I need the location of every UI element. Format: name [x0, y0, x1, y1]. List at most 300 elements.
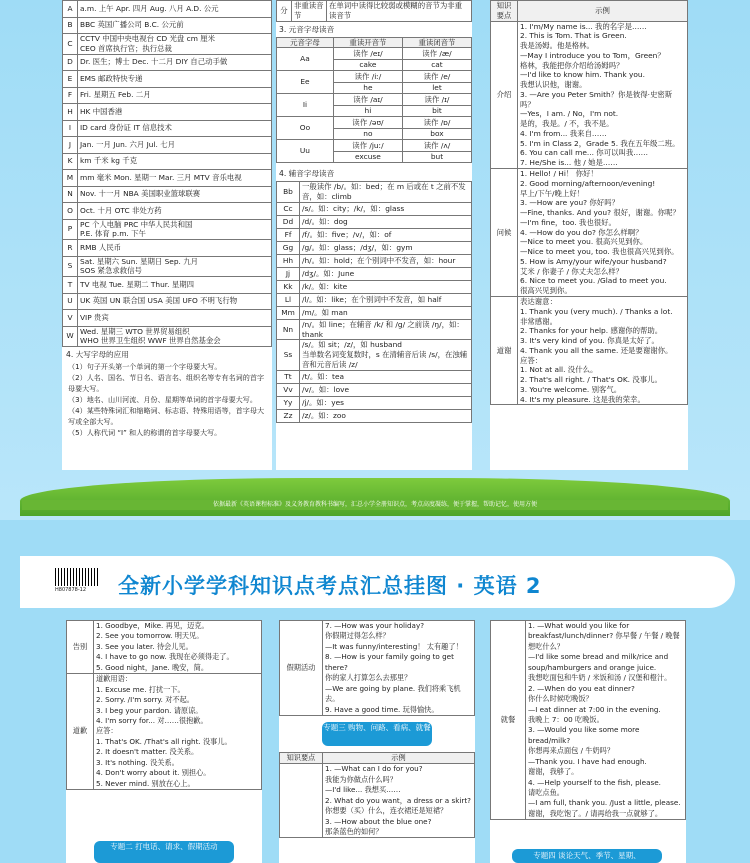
dialogue-label: 介绍	[491, 21, 518, 168]
vowel-closed-example: cat	[402, 59, 471, 71]
example-line: 2. Sorry. /I'm sorry. 对不起。	[96, 695, 194, 705]
example-line: 非常感谢。	[520, 316, 557, 326]
vowel-open-example: he	[333, 82, 402, 94]
vowel-closed-example: let	[402, 82, 471, 94]
vowel-row	[277, 94, 472, 106]
example-line: 1. Not at all. 没什么。	[520, 365, 598, 375]
example-line: 6. You can call me... 你可以叫我……	[520, 148, 649, 158]
example-line: 3. —How about the blue one?	[325, 816, 432, 826]
dialogue-sheet	[490, 0, 688, 470]
consonant-line: /v/。如：love	[302, 384, 350, 394]
example-line: 那条蓝色的如何？	[325, 827, 383, 836]
capital-para: （2）人名、国名、节日名、语言名、组织名等专有名词的首字母要大写。	[68, 373, 265, 393]
consonant-letter: Ff	[277, 228, 300, 241]
example-line: 我想吃面包和牛奶 / 米饭和汤 / 汉堡和橙汁。	[528, 673, 672, 683]
example-line: 1. Goodbye，Mike. 再见，迈克。	[96, 621, 209, 630]
abbrev-text	[78, 293, 272, 310]
abbrev-line: mm 毫米 Mon. 星期一 Mar. 三月 MTV 音乐电视	[80, 172, 242, 182]
example-line: 4. —How do you do? 你怎么样啊？	[520, 227, 643, 237]
consonant-text	[300, 370, 472, 383]
syllable-sub: 非重读音节	[292, 1, 327, 22]
example-line: —Nice to meet you, too. 我也很高兴见到你。	[520, 247, 679, 257]
example-line: 1. Hello! / Hi！ 你好！	[520, 169, 598, 179]
consonant-line: /s/。如 sit；/z/，如 husband	[302, 340, 402, 350]
abbrev-letter: W	[63, 326, 78, 347]
abbrev-text	[78, 120, 272, 137]
consonant-letter: Ll	[277, 293, 300, 306]
example-line: 你的家人打算怎么去那里？	[325, 673, 412, 683]
abbrev-line: HK 中国香港	[80, 106, 123, 116]
abbrev-text	[78, 71, 272, 88]
abbrev-line: a.m. 上午 Apr. 四月 Aug. 八月 A.D. 公元	[80, 3, 219, 13]
example-line: 2. Thanks for your help. 感谢你的帮助。	[520, 326, 663, 336]
abbrev-line: Oct. 十月 OTC 非处方药	[80, 205, 162, 215]
vowel-letter: Ee	[277, 71, 334, 94]
example-line: 2. Good morning/afternoon/evening!	[520, 178, 656, 188]
vowel-head: 元音字母	[277, 37, 334, 48]
topic-row	[67, 674, 262, 790]
example-line: 应答：	[520, 355, 543, 365]
example-line: 1. —What can I do for you?	[325, 764, 423, 774]
abbrev-row	[63, 326, 272, 347]
consonant-text	[300, 383, 472, 396]
abbrev-text	[78, 17, 272, 34]
topic-label: 就餐	[491, 621, 526, 820]
abbrev-line: UK 英国 UN 联合国 USA 美国 UFO 不明飞行物	[80, 296, 238, 306]
vowel-open-example: no	[333, 128, 402, 140]
abbrev-line: Fri. 星期五 Feb. 二月	[80, 90, 151, 100]
consonant-line: /t/。如：tea	[302, 371, 345, 381]
consonant-row	[277, 409, 472, 422]
example-line: 4. Thank you all the same. 还是要谢谢你。	[520, 345, 673, 355]
abbrev-text	[78, 310, 272, 327]
example-line: 我是汤姆。他是格林。	[520, 41, 594, 51]
abbrev-row	[63, 54, 272, 71]
shopping-head: 示例	[323, 752, 475, 763]
abbrev-letter: O	[63, 203, 78, 220]
abbrev-line: CEO 首席执行官；执行总裁	[80, 43, 172, 53]
example-line: 4. Don't worry about it. 别担心。	[96, 768, 211, 778]
dialogue-row	[491, 169, 688, 297]
capital-title: 4. 大写字母的应用	[66, 350, 129, 360]
dining-table	[490, 620, 686, 820]
abbrev-text	[78, 219, 272, 240]
consonant-text	[300, 280, 472, 293]
dialogue-table	[490, 0, 688, 405]
example-line: 道歉用语：	[96, 674, 132, 684]
capital-para: （3）地名、山川河流、月份、星期等单词的首字母要大写。	[68, 394, 257, 404]
example-line: 2. —When do you eat dinner?	[528, 683, 635, 693]
consonant-row	[277, 293, 472, 306]
example-line: 2. This is Tom. That is Green.	[520, 31, 627, 41]
abbrev-row	[63, 153, 272, 170]
consonant-text	[300, 228, 472, 241]
abbrev-letter: U	[63, 293, 78, 310]
example-line: —I eat dinner at 7:00 in the evening.	[528, 704, 661, 714]
dialogue-examples	[518, 169, 688, 297]
vowel-row	[277, 71, 472, 83]
abbrev-letter: A	[63, 1, 78, 18]
dialogue-label: 问候	[491, 169, 518, 297]
farewell-table	[66, 620, 262, 790]
example-line: 我晚上 7：00 吃晚饭。	[528, 714, 604, 724]
vowel-open-sound: 读作 /əʊ/	[333, 117, 402, 129]
abbrev-line: SOS 紧急求救信号	[80, 266, 142, 276]
consonant-table	[276, 181, 472, 422]
dialogue-head-row	[491, 1, 688, 22]
abbrev-text	[78, 203, 272, 220]
abbrev-row	[63, 203, 272, 220]
consonant-letter: Mm	[277, 306, 300, 319]
example-line: 应答：	[96, 726, 118, 736]
example-line: 2. What do you want，a dress or a skirt?	[325, 795, 471, 805]
farewell-sheet	[66, 620, 262, 863]
consonant-row	[277, 182, 472, 203]
vowel-head: 重读闭音节	[402, 37, 471, 48]
consonant-row	[277, 267, 472, 280]
abbrev-letter: F	[63, 87, 78, 104]
abbrev-line: Nov. 十一月 NBA 美国职业篮球联赛	[80, 189, 201, 199]
abbrev-line: Dr. 医生；博士 Dec. 十二月 DIY 自己动手做	[80, 57, 228, 67]
abbrev-row	[63, 17, 272, 34]
example-line: 你什么时候吃晚饭？	[528, 694, 593, 704]
capital-para: （4）某些特殊词汇和缩略词、标志语、特殊用语等，首字母大写或全部大写。	[68, 406, 265, 426]
abbrev-letter: D	[63, 54, 78, 71]
consonant-line: /j/。如：yes	[302, 397, 344, 407]
abbrev-text	[78, 153, 272, 170]
vowel-open-sound: 读作 /iː/	[333, 71, 402, 83]
holiday-sheet	[279, 620, 475, 863]
vowel-head-row	[277, 37, 472, 48]
example-line: 1. I'm/My name is... 我的名字是……	[520, 21, 647, 31]
abbrev-letter: P	[63, 219, 78, 240]
capital-para: （1）句子开头第一个单词的第一个字母要大写。	[68, 362, 222, 372]
consonant-row	[277, 370, 472, 383]
example-line: 7. He/She is... 他 / 她是……	[520, 158, 618, 168]
phonics-sheet	[276, 0, 472, 470]
abbrev-text	[78, 104, 272, 121]
abbrev-text	[78, 170, 272, 187]
example-line: 8. —How is your family going to get there?	[325, 652, 454, 672]
example-line: 我想认识他，谢谢。	[520, 80, 587, 90]
example-line: 1. Excuse me. 打扰一下。	[96, 684, 185, 694]
vowel-letter: Aa	[277, 48, 334, 71]
example-line: —Thank you. I have had enough.	[528, 756, 647, 766]
abbrev-row	[63, 104, 272, 121]
vowel-row	[277, 140, 472, 152]
consonant-row	[277, 202, 472, 215]
abbrev-line: WHO 世界卫生组织 WWF 世界自然基金会	[80, 336, 221, 346]
example-line: 你假期过得怎么样？	[325, 631, 390, 641]
abbrev-row	[63, 170, 272, 187]
consonant-text	[300, 182, 472, 203]
example-line: 你想再来点面包 / 牛奶吗？	[528, 746, 615, 756]
consonant-letter: Tt	[277, 370, 300, 383]
vowel-letter: Oo	[277, 117, 334, 140]
consonant-row	[277, 254, 472, 267]
consonant-line: /l/。如：like；在个别词中不发音，如 half	[302, 294, 442, 304]
consonant-line: /k/。如：kite	[302, 281, 348, 291]
example-line: 2. See you tomorrow. 明天见。	[96, 631, 204, 641]
example-line: —May I introduce you to Tom，Green？	[520, 50, 665, 60]
example-line: 3. —Would you like some more bread/milk?	[528, 725, 640, 745]
consonant-text	[300, 215, 472, 228]
topic-label: 假期活动	[280, 621, 323, 716]
abbrev-line: CCTV 中国中央电视台 CD 光盘 cm 厘米	[80, 34, 216, 43]
abbrev-line: TV 电视 Tue. 星期二 Thur. 星期四	[80, 279, 195, 289]
holiday-table	[279, 620, 475, 716]
abbrev-line: ID card 身份证 IT 信息技术	[80, 123, 172, 133]
consonant-line: /dʒ/。如：June	[302, 268, 355, 278]
example-line: —I'm fine，too. 我也很好。	[520, 217, 616, 227]
topic-two-tag: 专题二 打电话、请求、假期活动	[94, 841, 234, 863]
dialogue-row	[491, 21, 688, 168]
abbrev-letter: C	[63, 34, 78, 55]
abbrev-text	[78, 1, 272, 18]
example-line: 请吃点鱼。	[528, 788, 564, 797]
abbrev-letter: R	[63, 240, 78, 257]
syllable-text: 在单词中读得比较弱或模糊的音节为非重读音节	[327, 1, 472, 22]
topic-label-empty	[280, 764, 323, 838]
vowel-open-example: hi	[333, 105, 402, 117]
dialogue-row	[491, 296, 688, 404]
example-line: —I'd like... 我想买……	[325, 785, 401, 795]
abbrev-row	[63, 34, 272, 55]
topic-four-tag: 专题四 谈论天气、季节、星期、	[512, 849, 662, 863]
example-line: 艾米 / 你妻子 / 你丈夫怎么样？	[520, 266, 624, 276]
example-line: 你想要（买）什么，连衣裙还是短裙？	[325, 806, 448, 816]
consonant-row	[277, 280, 472, 293]
abbrev-row	[63, 256, 272, 277]
vowel-closed-sound: 读作 /ɒ/	[402, 117, 471, 129]
abbrev-row	[63, 137, 272, 154]
consonant-letter: Ss	[277, 340, 300, 370]
consonant-text	[300, 306, 472, 319]
consonant-row	[277, 228, 472, 241]
consonant-text	[300, 293, 472, 306]
consonant-letter: Bb	[277, 182, 300, 203]
example-line: 早上/下午/晚上好！	[520, 188, 585, 198]
vowel-open-sound: 读作 /aɪ/	[333, 94, 402, 106]
example-line: 4. I'm sorry for... 对……很抱歉。	[96, 715, 208, 725]
example-line: 3. It's nothing. 没关系。	[96, 757, 179, 767]
topic-examples	[323, 764, 475, 838]
topic-examples	[94, 621, 262, 674]
vowel-table	[276, 37, 472, 164]
consonant-text	[300, 319, 472, 340]
example-line: 1. Thank you (very much). / Thanks a lot.	[520, 306, 673, 316]
abbrev-text	[78, 256, 272, 277]
consonant-row	[277, 396, 472, 409]
consonant-line: /d/。如：dog	[302, 216, 348, 226]
abbrev-row	[63, 87, 272, 104]
example-line: 5. Good night，Jane. 晚安，简。	[96, 662, 209, 672]
abbrev-line: VIP 贵宾	[80, 312, 109, 322]
example-line: —Fine, thanks. And you? 很好，谢谢。你呢？	[520, 208, 680, 218]
abbrev-letter: B	[63, 17, 78, 34]
example-line: 5. How is Amy/your wife/your husband?	[520, 256, 667, 266]
abbrev-text	[78, 87, 272, 104]
abbrev-letter: M	[63, 170, 78, 187]
consonant-text	[300, 254, 472, 267]
abbrev-letter: J	[63, 137, 78, 154]
dialogue-head: 示例	[518, 1, 688, 22]
abbrev-letter: S	[63, 256, 78, 277]
example-line: —I'd like some bread and milk/rice and soup/hamburgers and orange juice.	[528, 652, 669, 672]
consonant-row	[277, 241, 472, 254]
dialogue-examples	[518, 21, 688, 168]
abbrev-line: PC 个人电脑 PRC 中华人民共和国	[80, 219, 193, 229]
barcode-text: H807878-12	[55, 587, 87, 593]
consonant-text	[300, 340, 472, 370]
example-line: 3. It's very kind of you. 你真是太好了。	[520, 336, 659, 346]
consonant-text	[300, 409, 472, 422]
vowel-head: 重读开音节	[333, 37, 402, 48]
capital-para: （5）人称代词 “I” 和人的称谓的首字母要大写。	[68, 427, 222, 437]
vowel-open-example: cake	[333, 59, 402, 71]
example-line: 3. —How are you? 你好吗？	[520, 198, 619, 208]
vowel-closed-example: but	[402, 151, 471, 163]
example-line: 4. It's my pleasure. 这是我的荣幸。	[520, 394, 645, 404]
topic-label: 道歉	[67, 674, 94, 790]
consonant-letter: Yy	[277, 396, 300, 409]
example-line: 格林，我能把你介绍给汤姆吗？	[520, 60, 624, 70]
consonant-line: /m/。如 man	[302, 307, 348, 317]
example-line: 5. Never mind. 别放在心上。	[96, 778, 195, 788]
consonant-line: /n/。如 line；在辅音 /k/ 和 /g/ 之前读 /ŋ/，如：thank	[302, 319, 464, 339]
vowel-closed-example: bit	[402, 105, 471, 117]
abbrev-text	[78, 34, 272, 55]
example-line: 6. Nice to meet you. /Glad to meet you.	[520, 276, 667, 286]
consonant-letter: Cc	[277, 202, 300, 215]
abbrev-row	[63, 186, 272, 203]
vowel-letter: Ii	[277, 94, 334, 117]
example-line: 4. I have to go now. 我现在必须得走了。	[96, 652, 234, 662]
example-line: —I'd like to know him. Thank you.	[520, 70, 645, 80]
example-line: 谢谢，我吃饱了。/ 请再给我一点就够了。	[528, 808, 663, 818]
shopping-head: 知识要点	[280, 752, 323, 763]
abbrev-text	[78, 137, 272, 154]
example-line: —Nice to meet you. 很高兴见到你。	[520, 237, 648, 247]
consonant-text	[300, 241, 472, 254]
example-line: 3. You're welcome. 别客气。	[520, 384, 622, 394]
consonant-line: /g/。如：glass；/dʒ/，如：gym	[302, 242, 413, 252]
example-line: —Yes，I am. / No，I'm not.	[520, 109, 619, 119]
consonant-row	[277, 319, 472, 340]
consonant-line: /s/。如：city；/k/，如：glass	[302, 203, 405, 213]
abbrev-row	[63, 120, 272, 137]
example-line: 我能为你做点什么吗？	[325, 774, 397, 784]
syllable-table	[276, 0, 472, 22]
abbrev-letter: I	[63, 120, 78, 137]
example-line: 谢谢，我够了。	[528, 767, 579, 777]
example-line: 1. That's OK. /That's all right. 没事儿。	[96, 736, 232, 746]
consonant-row	[277, 340, 472, 370]
shopping-head-row	[280, 752, 475, 763]
vowel-closed-sound: 读作 /ʌ/	[402, 140, 471, 152]
abbrev-line: RMB 人民币	[80, 242, 122, 252]
consonant-letter: Vv	[277, 383, 300, 396]
vowel-open-sound: 读作 /eɪ/	[333, 48, 402, 60]
topic-three-tag: 专题三 购物、问路、看病、就餐	[322, 722, 432, 746]
consonant-text	[300, 267, 472, 280]
dialogue-label: 道谢	[491, 296, 518, 404]
topic-row	[67, 621, 262, 674]
consonant-line: /f/。如：five；/v/，如：of	[302, 229, 392, 239]
example-line: —I am full, thank you. /Just a little, please.	[528, 798, 681, 808]
abbrev-text	[78, 54, 272, 71]
abbrev-line: Sat. 星期六 Sun. 星期日 Sep. 九月	[80, 256, 199, 266]
abbrev-letter: K	[63, 153, 78, 170]
example-line: 3. —Are you Peter Smith？你是彼得·史密斯吗？	[520, 89, 673, 109]
example-line: 7. —How was your holiday?	[325, 621, 425, 630]
vowel-closed-sound: 读作 /ɪ/	[402, 94, 471, 106]
abbrev-row	[63, 277, 272, 294]
consonant-line: /h/。如：hold；在个别词中不发音，如：hour	[302, 255, 456, 265]
dialogue-examples	[518, 296, 688, 404]
abbrev-line: P.E. 体育 p.m. 下午	[80, 229, 146, 239]
example-line: —It was funny/interesting！ 太有趣了！	[325, 641, 463, 651]
barcode-icon	[55, 568, 99, 586]
topic-row	[280, 621, 475, 716]
consonant-line: 当单数名词变复数时，s 在清辅音后读 /s/，在浊辅音和元音后读 /z/	[302, 350, 468, 369]
topic-label: 告别	[67, 621, 94, 674]
vowel-closed-sound: 读作 /e/	[402, 71, 471, 83]
example-line: 4. —Help yourself to the fish, please.	[528, 777, 661, 787]
abbrev-letter: V	[63, 310, 78, 327]
consonant-row	[277, 306, 472, 319]
example-line: —We are going by plane. 我们将乘飞机去。	[325, 683, 461, 704]
abbrev-row	[63, 71, 272, 88]
consonant-letter: Dd	[277, 215, 300, 228]
consonant-letter: Kk	[277, 280, 300, 293]
abbrev-text	[78, 186, 272, 203]
abbrev-row	[63, 1, 272, 18]
topic-row	[280, 764, 475, 838]
abbrev-text	[78, 326, 272, 347]
example-line: 是的，我是。/ 不，我不是。	[520, 119, 614, 129]
abbrev-row	[63, 240, 272, 257]
consonant-letter: Nn	[277, 319, 300, 340]
consonant-title: 4. 辅音字母读音	[279, 169, 335, 179]
abbrev-letter: E	[63, 71, 78, 88]
dialogue-head: 知识要点	[491, 1, 518, 22]
consonant-row	[277, 383, 472, 396]
abbrev-row	[63, 310, 272, 327]
abbrev-row	[63, 219, 272, 240]
example-line: 表达谢意：	[520, 296, 557, 306]
consonant-line: /z/。如：zoo	[302, 410, 346, 420]
abbrev-text	[78, 240, 272, 257]
grass-decoration	[20, 478, 730, 516]
consonant-letter: Jj	[277, 267, 300, 280]
abbrev-line: Wed. 星期三 WTO 世界贸易组织	[80, 326, 190, 336]
vowel-row	[277, 117, 472, 129]
abbrev-letter: H	[63, 104, 78, 121]
footer-note: 依据最新《英语课程标准》及义务教育教科书编写，汇总小学全册知识点，考点高度凝练，便于掌握，帮助记忆，使用方便	[22, 500, 728, 510]
abbrev-sheet	[62, 0, 272, 470]
consonant-letter: Gg	[277, 241, 300, 254]
topic-examples	[323, 621, 475, 716]
example-line: 4. I'm from... 我来自……	[520, 128, 607, 138]
example-line: 3. I beg your pardon. 请原谅。	[96, 705, 203, 715]
consonant-row	[277, 215, 472, 228]
vowel-closed-sound: 读作 /æ/	[402, 48, 471, 60]
example-line: 2. That's all right. / That's OK. 没事儿。	[520, 375, 662, 385]
topic-examples	[94, 674, 262, 790]
abbrev-row	[63, 293, 272, 310]
syllable-label: 分	[277, 1, 292, 22]
